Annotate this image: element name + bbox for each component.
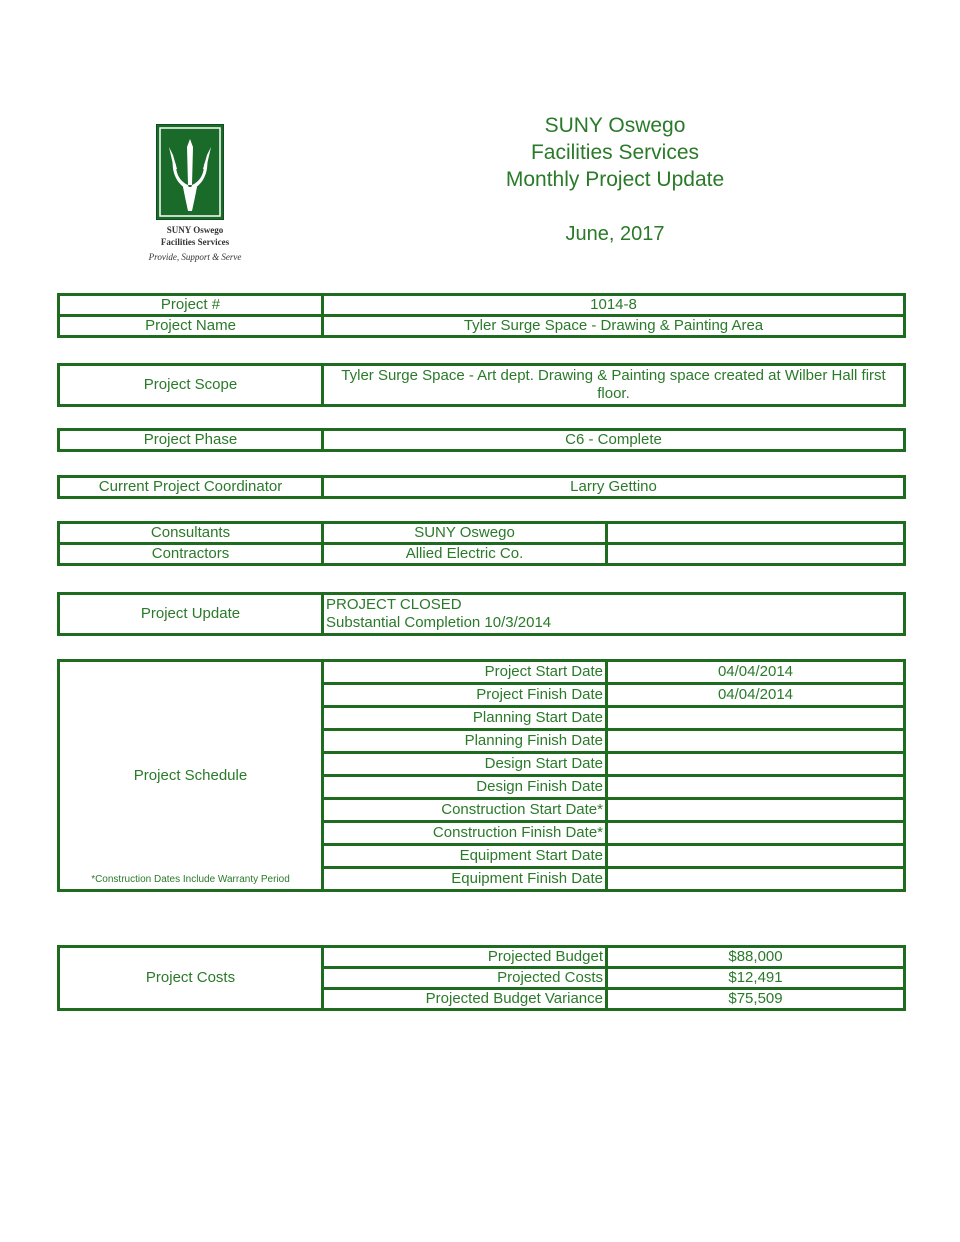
project-phase-value: C6 - Complete (323, 430, 905, 451)
project-name-value: Tyler Surge Space - Drawing & Painting Area (323, 316, 905, 337)
cost-row-label: Projected Budget Variance (323, 989, 607, 1010)
schedule-row-value (607, 776, 905, 799)
schedule-row-label: Construction Finish Date* (323, 822, 607, 845)
project-number-label: Project # (59, 295, 323, 316)
table-row (59, 365, 905, 406)
table-row (59, 947, 905, 968)
table-row (59, 295, 905, 316)
schedule-row-value (607, 845, 905, 868)
schedule-row-label: Planning Start Date (323, 707, 607, 730)
project-update-value (323, 594, 905, 635)
project-scope-label: Project Scope (59, 365, 323, 406)
project-update-table (57, 592, 906, 636)
facilities-logo (140, 124, 250, 262)
header-date: June, 2017 (565, 223, 665, 245)
project-id-table (57, 293, 906, 338)
logo-line-2: Facilities Services (160, 237, 230, 247)
project-name-label: Project Name (59, 316, 323, 337)
coordinator-table (57, 475, 906, 499)
schedule-row-label: Project Start Date (323, 661, 607, 684)
project-update-line-2: Substantial Completion 10/3/2014 (326, 614, 552, 631)
project-phase-table (57, 428, 906, 452)
schedule-row-value (607, 822, 905, 845)
project-phase-label: Project Phase (59, 430, 323, 451)
schedule-row-label: Construction Start Date* (323, 799, 607, 822)
cost-row-label: Projected Budget (323, 947, 607, 968)
table-row (59, 523, 905, 544)
project-schedule-label-cell (59, 661, 323, 891)
schedule-row-label: Planning Finish Date (323, 730, 607, 753)
schedule-row-label: Equipment Finish Date (323, 868, 607, 891)
table-row (59, 544, 905, 565)
schedule-row-value (607, 799, 905, 822)
project-scope-value: Tyler Surge Space - Art dept. Drawing & Painting space created at Wilber Hall first floor. (323, 365, 905, 406)
project-schedule-label: Project Schedule (133, 766, 248, 784)
table-row (59, 316, 905, 337)
schedule-row-value (607, 707, 905, 730)
contractors-extra-cell (607, 544, 905, 565)
contractors-label: Contractors (59, 544, 323, 565)
table-row (59, 661, 905, 684)
schedule-row-label: Design Start Date (323, 753, 607, 776)
project-update-label: Project Update (59, 594, 323, 635)
cost-row-value: $88,000 (607, 947, 905, 968)
project-costs-table (57, 945, 906, 1011)
table-row (59, 477, 905, 498)
schedule-row-label: Design Finish Date (323, 776, 607, 799)
schedule-row-value (607, 868, 905, 891)
cost-row-value: $12,491 (607, 968, 905, 989)
logo-tagline: Provide, Support & Serve (148, 252, 242, 262)
cost-row-label: Projected Costs (323, 968, 607, 989)
header-dept: Facilities Services (530, 141, 700, 164)
project-schedule-table (57, 659, 906, 892)
cost-row-value: $75,509 (607, 989, 905, 1010)
table-row (59, 430, 905, 451)
project-costs-label: Project Costs (59, 947, 323, 1010)
schedule-row-value (607, 730, 905, 753)
schedule-footnote: *Construction Dates Include Warranty Period (91, 874, 290, 885)
consultants-extra-cell (607, 523, 905, 544)
schedule-row-value: 04/04/2014 (607, 684, 905, 707)
trident-emblem-icon (156, 124, 224, 220)
coordinator-value: Larry Gettino (323, 477, 905, 498)
project-scope-table (57, 363, 906, 407)
header-org: SUNY Oswego (544, 114, 686, 137)
schedule-row-value: 04/04/2014 (607, 661, 905, 684)
schedule-row-label: Equipment Start Date (323, 845, 607, 868)
header-title: Monthly Project Update (505, 168, 725, 191)
table-row (59, 594, 905, 635)
logo-line-1: SUNY Oswego (166, 225, 224, 235)
schedule-row-value (607, 753, 905, 776)
consultants-table (57, 521, 906, 566)
consultants-label: Consultants (59, 523, 323, 544)
coordinator-label: Current Project Coordinator (59, 477, 323, 498)
consultants-value: SUNY Oswego (323, 523, 607, 544)
project-number-value: 1014-8 (323, 295, 905, 316)
schedule-row-label: Project Finish Date (323, 684, 607, 707)
project-update-line-1: PROJECT CLOSED (326, 596, 462, 613)
contractors-value: Allied Electric Co. (323, 544, 607, 565)
